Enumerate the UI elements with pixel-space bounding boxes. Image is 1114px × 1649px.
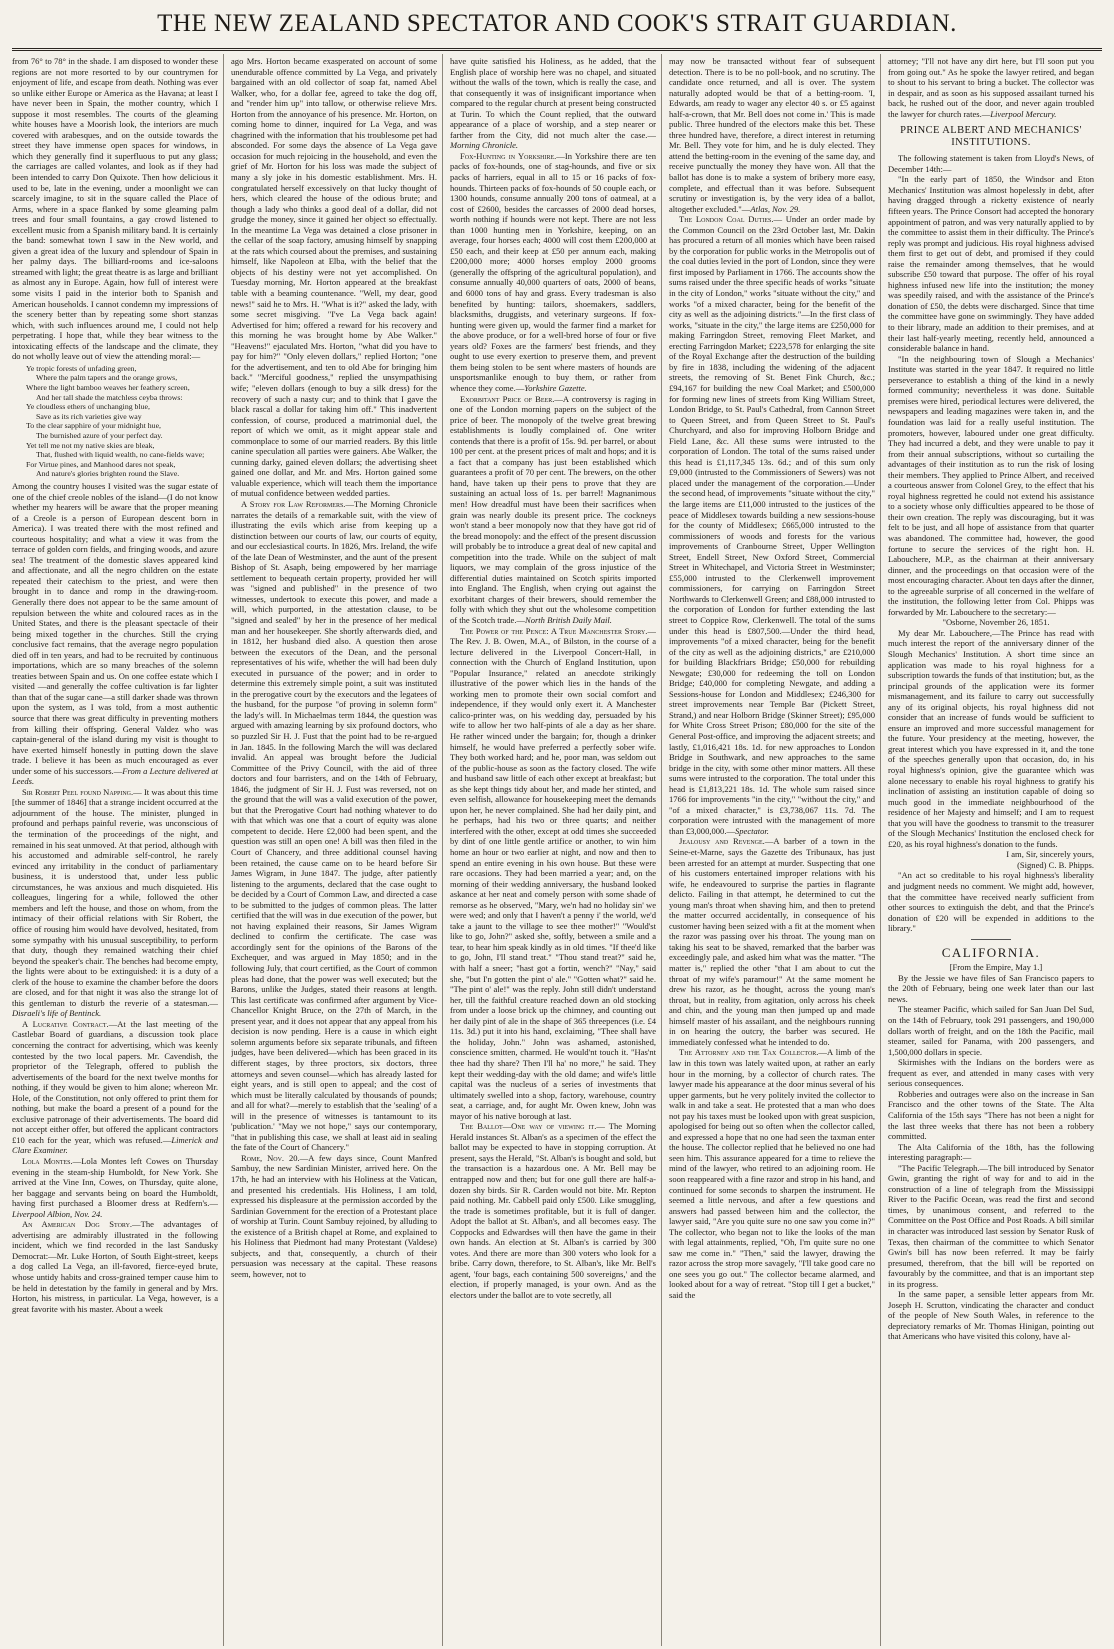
paragraph: The steamer Pacific, which sailed for San Juan Del Sud, on the 14th of February, took 291 passengers, and 190,000 dollars worth of freight, and on the 18th the Pacific, mail steamer, sailed for Panama, with 200 passengers, and 1,500,000 dollars in specie. [888,1004,1094,1057]
article [12,1156,218,1219]
article-heading: Fox-Hunting in Yorkshire. [460,150,557,161]
letter-signature: (Signed) C. B. Phipps. [1017,859,1094,870]
article-heading: The London Coal Duties. [679,214,774,225]
paragraph-text: —The Rev. J. B. Owen, M.A., of Bilston, in the course of a lecture delivered in the Liverpool Concert-Hall, in connection with the Church of England Institution, upon "Popular Insurance," related an anecdote strikingly illustrative of the power which lies in the hands of the working men to promote their own social comfort and independence, if they would only exert it. A Manchester calico-printer was, on his wedding day, persuaded by his wife to allow her two half-pints of ale a day as her share. He rather winced under the bargain; for, though a drinker himself, he would have preferred a perfectly sober wife. They both worked hard; and he, poor man, was seldom out of the public-house as soon as the factory closed. The wife and husband saw little of each other except at breakfast; but as she kept things tidy about her, and made her stinted, and even selfish, allowance for housekeeping meet the demands upon her, he never complained. She had her daily pint, and he perhaps, had his two or three quarts; and neither interfered with the other, except at odd times she succeeded by dint of one little gentle artifice or another, to win him home an hour or two earlier at night, and now and then to spend an entire evening in his own house. But these were rare occasions. They had been married a year; and, on the morning of their wedding anniversary, the husband looked askance at her neat and comely person with some shade of remorse as he observed, "Mary, we'n had no holiday sin' we were wed; and only that I haven't a penny i' the world, we'd take a jaunt to the village to see thee mother!" "Would'st like to go, John?" asked she, softly, between a smile and a tear, to hear him speak kindly as in old times. "If thee'd like to go, John, I'll stand treat." "Thou stand treat?" said he, with half a sneer; "hast got a fortin, wench?" "Nay," said she, "but I'n gotten the pint o' ale." "Gotten what?" said he. "The pint o' ale!" was the reply. John still didn't understand her, till the faithful creature reached down an old stocking from under a loose brick up the chimney, and counting out her daily pint of ale in the shape of 365 threepences (i.e. £4 11s. 3d.) put it into his hand, exclaiming, "Thee shall have the holiday, John." John was ashamed, astonished, conscience smitten, charmed. He would'nt touch it. "Has'nt thee had thy share? Then I'll ha' no more," he said. They kept their wedding-day with the old dame; and wife's little capital was the nucleus of a series of investments that ultimately swelled into a shop, factory, warehouse, country seat, a carriage, and, for aught Mr. Owen knew, John was mayor of his native borough at last. [450,625,656,1121]
source-credit: Limerick and Clare Examiner. [12,1134,218,1156]
column-3 [450,56,656,1644]
masthead-rule [12,48,1102,51]
source-line: [From the Empire, May 1.] [949,962,1043,973]
section-heading: PRINCE ALBERT AND MECHANICS' INSTITUTIONS. [900,125,1082,149]
article [450,151,656,394]
article [231,499,437,1153]
paragraph: The following statement is taken from Lloyd's News, of December 14th:— [888,153,1094,174]
article-heading: Sir Robert Peel found Napping. [22,786,134,797]
source-credit: From a Lecture delivered at Leeds. [12,765,218,787]
paragraph-text: attorney; "I'll not have any dirt here, but I'll soon put you from going out." As he spoke the lawyer retired, and began to shout to his servant to bring a bucket. The collector was in despair, and as soon as his supposed assailant turned his back, he rushed out of the door, and never again troubled the lawyer for church rates.— [888,56,1094,119]
paragraph: "In the neighbouring town of Slough a Mechanics' Institute was started in the year 1847. It required no little perseverance to establish a thing of the kind in a newly formed community; nevertheless it was done. Suitable premises were hired, periodical lectures were delivered, the newspapers and leading magazines were taken in, and the foundation was laid for a really useful institution. The promoters, however, laboured under one great difficulty. They had incurred a debt, and they were unable to pay it from their annual subscriptions, without so curtailing the advantages of their institution as to run the risk of losing their members. They applied to Prince Albert, and received a courteous answer from Colonel Grey, to the effect that his royal highness regretted he could not extend his assistance to a society whose only difficulties appeared to be those of their own creation. The reply was discouraging, but it was felt to be just, and all hope of assistance from that quarter was abandoned. The committee had, however, the good fortune to secure the services of the right hon. H. Labouchere, M.P., as the chairman at their anniversary dinner, and the proceedings on that occasion were of the most encouraging character. About ten days after the dinner, to the agreeable surprise of all concerned in the welfare of the institution, the following letter from Col. Phipps was forwarded by Mr. Labouchere to the secretary:— [888,353,1094,617]
paragraph [12,481,218,787]
article [669,836,875,1047]
paragraph [450,56,656,151]
article-heading: Lola Montes. [22,1155,73,1166]
column-5 [888,56,1094,1644]
paragraph-text: — It was about this time [the summer of 1846] that a strange incident occurred at the adjournment of the house. The minister, plunged in profound and perhaps painful reverie, was unconscious of the termination of the proceedings of the night, and remained in his seat unmoved. At that period, although with his accustomed and admirable self-control, he rarely evinced any irritability in the conduct of parliamentary business, it is understood that, under less public circumstances, he was anxious and much disquieted. His colleagues, lingering for a while, followed the other members and left the house, and those on whom, from the intimacy of their official relations with Sir Robert, the office of rousing him would have devolved, hesitated, from some sympathy with his unusual susceptibility, to perform that duty, though they remained watching their chief beyond the speaker's chair. The benches had become empty, the lights were about to be extinguished: it is a duty of a clerk of the house to examine the chamber before the doors are closed, and for that night it was also the strange lot of this gentleman to disturb the reverie of a statesman.— [12,786,218,1008]
article [450,394,656,626]
article [669,1047,875,1300]
paragraph-text: —At the last meeting of the Castlebar Board of guardians, a discussion took place concerning the contract for advertising, which was keenly contested by the two local papers. Mr. Cavendish, the proprietor of the Telegraph, offered to publish the advertisements of the board for the next twelve months for nothing, if they would be given to him alone; whereon Mr. Hole, of the Constitution, not only offered to print them for nothing, but make the board a present of a pound for the exclusive patronage of their advertisements. The board did not accept either offer, but offered the applicant contractors £10 each for the year, which was refused.— [12,1018,218,1145]
paragraph-text: —A controversy is raging in one of the London morning papers on the subject of the price of beer. The monopoly of the twelve great brewing establishments is loudly complained of. One writer contends that there is a profit of 15s. 9d. per barrel, or about 100 per cent. at the present prices of malt and hops; and it is a fact that a company has just been established which guarantees a profit of 70 per cent. The brewers, on the other hand, have taken up their pens to prove that they are sustaining an actual loss of 1s. per barrel! Magnanimous men! How dreadful must have been their sacrifices when grain was nearly double its present price. The cockneys won't stand a beer monopoly now that they have got rid of the bread monopoly: and the effect of the present discussion will probably be to introduce a great deal of new capital and competition into the trade. While on the subject of malt liquors, we may complain of the gross injustice of the differential duties maintained on Scotch spirits imported into England. The English, when crying out against the exorbitant charges of their brewers, should remember the folly with which they shut out the wholesome competition of the Scotch trade.— [450,393,656,625]
article [12,1219,218,1314]
column-4 [669,56,875,1644]
paragraph-text: — The Morning Herald instances St. Alban's as a specimen of the effect the ballot may be expected to have in stopping corruption. At present, says the Herald, "St. Alban's is bought and sold, but the transaction is a hazardous one. A Mr. Bell may be entrapped now and then; but for one gull there are half-a-dozen shy birds. Sir R. Carden would not bite. Mr. Repton paid nothing. Mr. Cabbell paid only £500. Like smuggling, the trade is sometimes profitable, but it is full of danger. Adopt the ballot at St. Alban's, and all becomes easy. The Coppocks and Edwardses will then have the game in their own hands. An election at St. Alban's is carried by 300 votes. And there are more than 300 voters who look for a bribe. Carry down, therefore, to St. Alban's, like Mr. Bell's agent, 'four bags, each containing 500 sovereigns,' and the election, if properly managed, is your own. And as the electors under the ballot are to vote secretly, all [450,1121,656,1300]
article-heading: A Lucrative Contract. [22,1018,109,1029]
article-heading: Rome, Nov. 20. [241,1152,300,1163]
column-divider [661,54,662,1646]
paragraph: In the same paper, a sensible letter appears from Mr. Joseph H. Scrutton, vindicating the character and conduct of the people of New South Wales, in reference to the depreciatory remarks of Mr. Thomas Hinigan, pointing out that Americans who have visited this colony, have al- [888,1289,1094,1342]
poem-line: And her tall shade the matchless ceyba throws: [36,392,183,402]
paragraph-text: —Lola Montes left Cowes on Thursday evening in the steam-ship Humboldt, for New York. She arrived at the Vine Inn, Cowes, on Thursday, quite alone, her baggage and servants being on board the Humboldt, having first purchased a Bloomer dress at Redfern's.— [12,1155,218,1209]
paragraph: My dear Mr. Labouchere,—The Prince has read with much interest the report of the anniversary dinner of the Slough Mechanics' Institution. A short time since an application was made to his royal highness for a subscription towards the funds of that institution; but, as the principal grounds of the application were its former mismanagement, and its failure to carry out successfully any of its original objects, his royal highness did not consider that an increase of funds would be sufficient to ensure an improved and more successful management for the future. Your presidency at the meeting, however, the great interest which you have expressed in it, and the tone of the speeches generally upon that occasion, do, in his royal highness's opinion, give the guarantee which was alone necessary to enable his royal highness to gratify his inclination of assisting an institution capable of doing so much good in the immediate neighbourhood of the residence of her Majesty and himself; and I am to request that you will have the goodness to transmit to the treasurer of the Slough Mechanics' Institution the enclosed check for £20, as his royal highness's donation to the funds. [888,627,1094,849]
article [669,214,875,836]
paragraph: ago Mrs. Horton became exasperated on account of some unendurable offence committed by La Vega, and privately bargained with an old collector of soap fat, named Abel Walker, who, for a dollar fee, agreed to take the dog off, and "render him up" into tallow, or otherwise relieve Mrs. Horton from the annoyance of his presence. Mr. Horton, on coming home to dinner, inquired for La Vega, and was chagrined with the information that his troublesome pet had absconded. For some days the absence of La Vega gave occasion for much rejoicing in the household, and even the grief of Mr. Horton for his loss was made the subject of many a sly joke in his domestic establishment. Mrs. H. congratulated herself excessively on that lucky thought of hers, which cleared the house of the odious brute; and though a lady who thinks a good deal of a dollar, did not grudge the money, since it gained her object so effectually. In the meantime La Vega was detained a close prisoner in the cellar of the soap factory, amusing himself by snapping at the rats which coursed about the premises, and sustaining himself, like Napoleon at Elba, with the belief that the objects of his destiny were not yet accomplished. On Tuesday morning, Mr. Horton appeared at the breakfast table with a beaming countenance. "Well, my dear, good news!" said he to Mrs. H. "What is it?" asked the lady, with some secret misgiving. "I've La Vega back again! Advertised for him; offered a reward for his recovery and this morning he was brought home by Abe Walker." "Heavens!" ejaculated Mrs. Horton, "what did you have to pay for him?" "Only eleven dollars," replied Horton; "one for the advertisement, and ten to old Abe for bringing him back." "Merciful goodness," replied the unsympathising wife; "eleven dollars (enough to buy a silk dress) for the recovery of such a nasty cur; and to think that I gave the black rascal a dollar for taking him off." This inadvertent confession, of course, produced a matrimonial duel, the report of which we omit, as it might appear stale and commonplace to some of our married readers. By this little canine speculation all parties were gainers. Abe Walker, the cunning darky, gained eleven dollars; the advertising sheet gained one dollar, and Mr. and Mrs. Horton gained some valuable experience, which will teach them the importance of mutual confidence between wedded parties. [231,56,437,499]
paragraph-text: —A barber of a town in the Seine-et-Marne, says the Gazette des Tribunaux, has just been arrested for an attempt at murder. Suspecting that one of his customers entertained improper relations with his wife, he endeavoured to surprise the parties in flagrante delicto. Failing in that attempt, he determined to cut the young man's throat when shaving him, and then to pretend the matter occurred accidentally, in consequence of his customer having been seized with a fit at the moment when the razor was passing over his throat. The young man on taking his seat to be shaved, remarked that the barber was exceedingly pale, and asked him what was the matter. "The matter is," replied the other "that I am about to cut the throat of my wife's paramour!" At the same moment he drew his razor, as he thought, across the young man's throat, but in reality, from agitation, only across his cheek and chin, and the young man then jumped up and made himself master of his assailant, and the neighbours running in on hearing the outcry, the barber was secured. He immediately confessed what he intended to do. [669,836,875,1047]
article [450,1121,656,1300]
source-credit: Atlas, Nov. 29. [750,203,801,214]
poem-line: The burnished azure of your perfect day. [36,431,163,441]
source-credit: Morning Chronicle. [450,140,519,151]
poem-line: Ye tropic forests of unfading green, [26,363,137,373]
column-2 [231,56,437,1644]
paragraph-text: —The advantages of advertising are admirably illustrated in the following incident, which we find recorded in the last Sandusky Democrat:—Mr. Luke Horton, of South Eight-street, keeps a dog called La Vega, an ill-favored, fierce-eyed brute, whose untidy habits and cross-grained temper cause him to be held in detestation by the family in general and by Mrs. Horton, his mistress, in particular. La Vega, however, is a great favorite with his master. About a week [12,1219,218,1314]
paragraph-text: —The Morning Chronicle narrates the details of a remarkable suit, with the view of illustrating the evils which arise from keeping up a distinction between our courts of law, our courts of equity, and our ecclesiastical courts. In 1826, Mrs. Ireland, the wife of the late Dean of Westminster, and the aunt of the present Bishop of St. Asaph, being empowered by her marriage settlement to bequeath certain property, provided her will was "signed and published" in the presence of two witnesses, undertook to execute this power, and made a will, which purported, in the attestation clause, to be "signed and sealed" by her in the presence of her medical man and her housekeeper. She shortly afterwards died, and in 1812, her husband died also. A question then arose between the executors of the Dean, and the personal representatives of his wife, whether the will had been duly executed in pursuance of the power; and in order to determine this extremely simple point, a suit was instituted in the prerogative court by the executors and the legatees of the husband, for the purpose "of proving in solemn form" the lady's will. In Michaelmas term 1844, the question was argued with amazing learning by six profound doctors, who so puzzled Sir H. J. Fust that the point had to be re-argued in Jan. 1845. In the following March the will was declared invalid. An appeal was brought before the Judicial Committee of the Privy Council, with the aid of three doctors and four barristers, and on the 14th of February, 1846, the judgment of Sir H. J. Fust was reversed, not on the ground that the will was a valid execution of the power, but that the Prerogative Court had nothing whatever to do with that which was one that a court of equity was alone competent to decide. Here £2,000 had been spent, and the question was still an open one! A bill was then filed in the Court of Chancery, and three additional counsel having been retained, the cause came on to be heard before Sir James Wigram, in June 1847. The judge, after patiently listening to the arguments, declared that the case ought to be decided by a Court of Common Law, and directed a case to be submitted to the judges of common pleas. The latter certified that the will was in due execution of the power, but not having explained their reasons, Sir James Wigram declined to confirm the certificate. The case was accordingly sent for the opinions of the Barons of the Exchequer, and was argued in May 1850; and in the following July, that court certified, as the Court of common pleas had done, that the power was well executed; but the Barons, unlike the Judges, stated their reasons at length. This last certificate was confirmed after argument by Vice-Chancellor Knight Bruce, on the 27th of March, in the present year, and it does not appear that any appeal from his decision is now pending. Here is a cause in which eight solemn arguments before six separate tribunals, and fifteen judges, have been delivered—which has been graced in its different stages, by three proctors, six doctors, three attorneys and seven counsel—which has already lasted for eight years, and is still open to appeal; and the cost of which must be literally calculated by thousands of pounds; and all for what?—merely to establish that the 'sealing' of a will in the presence of witnesses is tantamount to its 'publication.' "May we not hope," says our contemporary, "that in publishing this case, we shall at least aid in sealing the fate of the Court of Chancery." [231,498,437,1153]
poem-line: For Virtue pines, and Manhood dares not speak, [26,459,176,469]
poem-line: Save as its rich varieties give way [36,411,142,421]
source-credit: Liverpool Albion, Nov. 24. [12,1208,103,1219]
poem-line: To the clear sapphire of your midnight hue, [26,421,161,431]
section-divider [971,939,1011,940]
article [231,1153,437,1280]
paragraph-text: — Under an order made by the Common Council on the 23rd October last, Mr. Dakin has procured a return of all monies which have been raised by the corporation for public works in the Metropolis out of the coal duties levied in the port of London, since they were first imposed by Parliament in 1766. The accounts show the sums raised under the three specific heads of works "situate in the city of London," works "situate without the city," and works "of a mixed character, being for the benefit of the city as well as the adjoining districts."—In the first class of works, "situate in the city," the large items are £250,000 for making Farringdon Street, removing Fleet Market, and erecting Farringdon Market; £223,578 for enlarging the site of the Royal Exchange after the destruction of the building by fire in 1838, including the widening of the adjacent streets, the removing of St. Benet Fink Church, &c.; £94,167 for building the new Coal Market; and £500,000 for forming new lines of streets from King William Street, London Bridge, to St. Paul's Cathedral, from Cannon Street to Queen Street, and from Queen Street to St. Paul's Churchyard, and also for improving Holborn Bridge and Field Lane, &c. All these sums were intrusted to the corporation of London. The total of the sums raised under this head is £1,117,345 13s. 6d.; and of this sum only £9,000 (intrusted to the Commissioners of Sewers) was not placed under the management of the corporation.—Under the second head, of improvements "situate without the city," the large items are £11,000 intrusted to the justices of the peace of Middlesex towards building a new sessions-house for the county of Middlesex; £665,000 intrusted to the commissioners of woods and forests for the various improvements of Cranbourne Street, Upper Wellington Street, Endell Street, New Oxford Street, Commercial Street in Whitechapel, and Victoria Street in Westminster; £55,000 intrusted to the Clerkenwell improvement commissioners, for carrying on Farringdon Street Northwards to Clerkenwell Green; and £88,000 intrusted to the corporation of London for further extending the last street to Coppice Row, Clerkenwell. The total of the sums under this head is £807,500.—Under the third head, improvements "of a mixed character, being for the benefit of the city as well as the adjoining districts," are £210,000 for building Blackfriars Bridge; £50,000 for rebuilding Newgate; £30,000 for redeeming the toll on London Bridge; £40,000 for completing Newgate, and adding a Sessions-house for London and Middlesex; £246,300 for street improvements near Temple Bar (Pickett Street, Strand,) and near Holborn Bridge (Skinner Street); £95,000 for White Cross Street Prison; £80,000 for the site of the General Post-office, and improving the adjacent streets; and lastly, £1,016,421 18s. 1d. for new approaches to London Bridge in Southwark, and new approaches to the same bridge in the city, with some other minor matters. All these sums were intrusted to the corporation. The total under this head is £1,813,221 18s. 1d. The whole sum raised since 1766 for improvements "in the city," "without the city," and "of a mixed character," is £3,738,067 11s. 7d. The corporation were intrusted with the management of more than £3,000,000.— [669,214,875,836]
paragraph-text: may now be transacted without fear of subsequent detection. There is to be no poll-book, and no scrutiny. The candidate once returned, and all is over. The system naturally adopted would be that of a betting-room. 'I, Edwards, am ready to wager any elector 40 s. or £5 against half-a-crown, that Mr. Bell does not come in.' This is made public. Three hundred of the electors make this bet. These three hundred have, therefore, a direct interest in returning Mr. Bell. They vote for him, and he is duly elected. They attend the betting-room in the evening of the same day, and receive punctually the money they have won. All that the ballot has done is to make a system of bribery more easy, complete, and effectual than it was before. Subsequent scrutiny or investigation is, by the very idea of a ballot, altogether excluded."— [669,56,875,214]
article [12,787,218,1019]
article-heading: The Attorney and the Tax Collector. [679,1047,819,1058]
column-divider [442,54,443,1646]
paragraph: "In the early part of 1850, the Windsor and Eton Mechanics' Institution was almost hopelessly in debt, after having dragged through a ricketty existence of nearly fifteen years. The Prince Consort had accepted the honorary appointment of patron, and was very naturally applied to by the committee to assist them in their difficulty. The Prince's reply was prompt and judicious. His royal highness advised them first to get out of debt, and promised if they could raise the remainder among themselves, that he would subscribe £50 toward that purpose. The offer of his royal highness infused new life into the institution; the money was speedily raised, and with the assistance of the Prince's donation of £50, the debts were discharged. Since that time the committee have gone on swimmingly. They have added to their library, made an addition to their premises, and at their last half-yearly meeting, recently held, announced a considerable balance in hand. [888,174,1094,354]
article [12,1019,218,1156]
paragraph: "The Pacific Telegraph.—The bill introduced by Senator Gwin, granting the right of way for and to aid in the construction of a line of telegraph from the Mississippi River to the Pacific Ocean, was read the first and second times, by unanimous consent, and referred to the Committee on the Post Office and Post Roads. A bill similar in character was introduced last session by Senator Rusk of Texas, then chairman of the committee to which Senator Gwin's bill has now been referred. It may be fairly presumed, therefrom, that the bill will be reported on favourably by the committee, and that is an important step in its progress. [888,1162,1094,1289]
poem-line: That, flushed with liquid wealth, no cane-fields wave; [36,450,205,460]
column-divider [880,54,881,1646]
poem-line: Where the palm tapers and the orange grows, [36,373,178,383]
paragraph-text: —In Yorkshire there are ten packs of fox-hounds, one of stag-hounds, and five or six packs of harriers, equal in all to 15 or 16 packs of fox-hounds. Thirteen packs of fox-hounds of 50 couple each, or 1300 hounds, consume annually 200 tons of oatmeal, at a cost of £2600, besides the carcasses of 2000 dead horses, worth nothing if hounds were not kept. There are not less than 1000 hunting men in Yorkshire, keeping, on an average, four horses each; 4000 will cost them £200,000 at £50 each, and their keep at £50 per annum each, making £200,000 more; 4000 horses employ 2000 grooms (generally the offspring of the agricultural population), and consume annually 40,000 quarters of oats, 2000 of beans, and 6000 tons of hay and grass. Every tradesman is also benefited by hunting: tailors, shoemakers, saddlers, blacksmiths, druggists, and veterinary surgeons. If fox-hunting were given up, would the farmer find a market for the above produce, or for a well-bred horse of four or five years old? Foxes are the farmers' best friends, and they ought to use every exertion to preserve them, and prevent them being stolen to be sent where masters of hounds are unsportsmanlike enough to buy them, or rather from whence they come.— [450,150,656,393]
source-credit: Disraeli's life of Bentinck. [12,1008,102,1019]
paragraph: from 76° to 78° in the shade. I am disposed to wonder these regions are not more resorted to by our countrymen for enjoyment of life, and escape from death. Nothing was ever so unlike either Europe or America as the Havana; at least I have never been in Spain, the mother country, which I suppose it most resembles. The courts of the gleaming white houses have a Moorish look, the interiors are much covered with arabesques, and on the outside towards the street they have immense open spaces for windows, in which they generally find it superfluous to put any glass; the carriages are called volantes, and look as if they had been intended to carry Don Quixote. Then how delicious it used to be, late in the evening, under a moonlight we can scarcely imagine, to sit in the square called the Place of Arms, where in a space flanked by some gleaming palm trees and four small fountains, a gay crowd listened to excellent music from a Spanish military band. It is certainly the band: somewhat town I saw in the New world, and given a great idea of the luxury and splendour of Spain in her palmy days. The billiard-rooms and ice-saloons streamed with light; the great theatre is as large and brilliant as almost any in Europe. Again, how full of interest were some visits I paid in the interior both to Spanish and American households. I cannot condemn my impressions of the scenery better than by repeating some short stanzas which, with such influences around me, I could not help perpetrating. I hope that, while they bear witness to the intoxicating effects of the landscape and the climate, they do not wholly leave out of view the attending moral:— [12,56,218,362]
paragraph-text: —A limb of the law in this town was lately waited upon, at rather an early hour in the morning, by a collector of church rates. The lawyer made his appearance at the door minus several of his upper garments, but he very politely invited the collector to walk in and take a seat. He protested that a man who does not pay his taxes must be looked upon with great suspicion, apologised for being out so often when the collector called, and expressed a hope that no one had seen the taxman enter the house. The collector replied that he believed no one had seen him. This assurance appeared for a time to relieve the mind of the lawyer, who retired to an adjoining room. He soon reappeared with a fine razor and strop in his hand, and continued for some seconds to sharpen the instrument. He seemed a little nervous, and after a few questions and answers had passed between him and the collector, the lawyer said, "Are you quite sure no one saw you come in?" The collector, who began not to like the looks of the man with legal attainments, replied, "Oh, I'm quite sure no one saw me come in." "Then," said the lawyer, drawing the razor across the strop more savagely, "I'll take good care no one sees you go out." The collector became alarmed, and looked about for a way of retreat. "Stop till I get a bucket," said the [669,1047,875,1300]
poem-line: And nature's glories brighten round the Slave. [36,469,180,479]
source-credit: Yorkshire Gazette. [524,382,587,393]
article-heading: An American Dog Story. [22,1219,133,1230]
section-heading: CALIFORNIA. [941,944,1041,960]
paragraph: "An act so creditable to his royal highness's liberality and judgment needs no comment. We might add, however, that the committee have received nearly sufficient from other sources to extinguish the debt, and that the Prince's donation of £20 will be expended in additions to the library." [888,870,1094,934]
paragraph: Robberies and outrages were also on the increase in San Francisco and the other towns of the State. The Alta California of the 15th says "There has not been a night for the last three weeks that there has not been a robbery committed. [888,1088,1094,1142]
poem-line: Yet tell me not my native skies are bleak, [26,440,155,450]
article-heading: The Power of the Pence: A True Manchester Story. [460,625,648,636]
masthead [0,2,1114,46]
article-heading: Exorbitant Price of Beer. [460,393,555,404]
article [450,626,656,1122]
source-credit: Liverpool Mercury. [990,108,1057,119]
poem-line: Ye cloudless ethers of unchanging blue, [26,402,150,412]
newspaper-title: THE NEW ZEALAND SPECTATOR AND COOK'S STRAIT GUARDIAN. [157,10,957,37]
paragraph: By the Jessie we have files of San Francisco papers to the 20th of February, being one week later than our last news. [888,972,1094,1004]
source-credit: Spectator. [735,825,769,836]
letter-dateline: "Osborne, November 26, 1851. [942,617,1050,628]
paragraph [669,56,875,214]
poem [26,364,218,479]
source-credit: North British Daily Mail. [525,614,612,625]
article-heading: Jealousy and Revenge. [679,836,765,847]
paragraph [888,56,1094,119]
paragraph: The Alta California of the 18th, has the following interesting paragraph:— [888,1141,1094,1163]
paragraph-text: —A few days since, Count Manfred Sambuy, the new Sardinian Minister, arrived here. On the 17th, he had an interview with his Holiness at the Vatican, and presented his credentials. His Holiness, I am told, expressed his displeasure at the permission accorded by the Sardinian Government for the erection of a Protestant place of worship at Turin. Count Sambuy rejoined, by alluding to the existence of a British chapel at Rome, and explained to his Holiness that Piedmont had many Protestant (Valdese) subjects, and that, consequently, a church of their persuasion was necessary at the capital. These reasons seem, however, not to [231,1152,437,1279]
article-heading: A Story for Law Reformers. [241,498,346,509]
letter-closing: I am, Sir, sincerely yours, [1006,849,1094,860]
column-1 [12,56,218,1644]
paragraph-text: Among the country houses I visited was the sugar estate of one of the chief creole nobles of the island—(I do not know whether my hearers will be aware that the proper meaning of a Creole is a person of European descent born in America). I was treated there with the most refined and courteous hospitality; and what a view it was from the terrace of golden corn fields, and fringing woods, and azure sea! The treatment of the domestic slaves appeared kind and affectionate, and all the negro children on the estate repeated their catechism to the priest, and were then brought in to dance and romp in the drawing-room. Generally there does not appear to be the same amount of repulsion between the white and coloured races as in the United States, and there is the pleasant spectacle of their being mixed together in the churches. Still the crying conclusive fact remains, that the average negro population died off in ten years, and had to be recruited by continuous importations, which are so many breaches of the solemn treaties between Spain and us. On one coffee estate which I visited —and generally the coffee cultivation is far lighter than that of the sugar cane—a still darker shade was thrown upon the system, as I was told, from a most authentic source that there was great difficulty in preventing mothers from killing their offspring. General Valdez who was captain-general of the island during my visit is thought to have exerted himself honestly in putting down the slave trade. I believe it has been as much encouraged as ever under some of his successors.— [12,480,218,776]
poem-line: Where the light bamboo weaves her feathery screen, [26,383,190,393]
article-heading: The Ballot—One way of viewing it. [460,1121,597,1132]
column-divider [223,54,224,1646]
paragraph: Skirmishes with the Indians on the borders were as frequent as ever, and attended in many cases with very serious consequences. [888,1057,1094,1089]
paragraph-text: have quite satisfied his Holiness, as he added, that the English place of worship here was no chapel, and situated without the walls of the town, which is really the case, and that consequently it was of insignificant importance when compared to the regular church at present being constructed at Turin. To which the Count replied, that the outward appearance of a place of worship, and a step nearer or farther from the City, did not much alter the case.— [450,56,656,140]
